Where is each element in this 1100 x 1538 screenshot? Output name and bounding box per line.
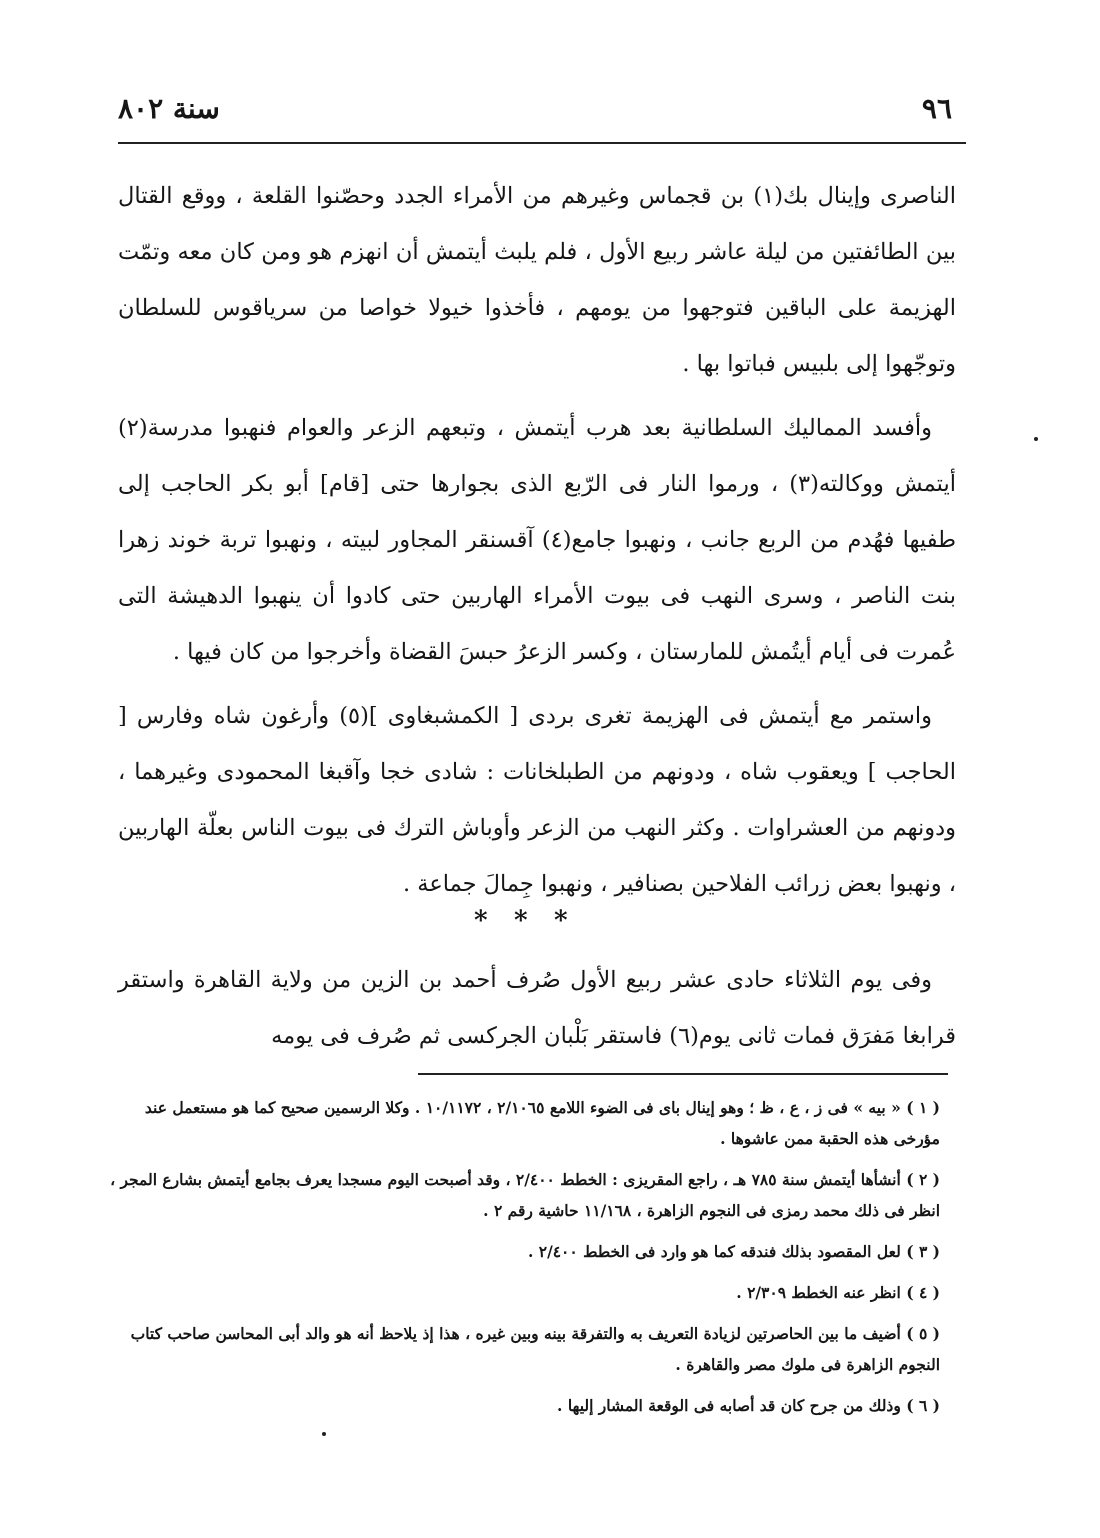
footnotes [108, 1092, 940, 1431]
page-header [0, 92, 1100, 132]
footnote: ( ٤ ) انظر عنه الخطط ٢/٣٠٩ . [736, 1283, 940, 1302]
header-rule [118, 142, 966, 144]
footnote: ( ٣ ) لعل المقصود بذلك فندقه كما هو وارد فى الخطط ٢/٤٠٠ . [527, 1242, 940, 1261]
running-head-year: سنة ٨٠٢ [118, 92, 220, 125]
section-separator [0, 906, 1100, 946]
separator-star: * [514, 906, 528, 936]
page-number: ٩٦ [921, 92, 952, 125]
main-text-continued [118, 952, 956, 1064]
footnote-rule [418, 1073, 948, 1075]
scan-speck [1034, 437, 1038, 441]
main-text [118, 168, 956, 912]
separator-star: * [474, 906, 488, 936]
footnote: ( ٥ ) أضيف ما بين الحاصرتين لزيادة التعريف به والتفرقة بينه وبين غيره ، هذا إذ يلاحظ أنه هو والد أبى المحاسن صاحب كتاب النجوم الزاهرة فى ملوك مصر والقاهرة . [130, 1324, 940, 1374]
paragraph: وأفسد المماليك السلطانية بعد هرب أيتمش ، وتبعهم الزعر والعوام فنهبوا مدرسة(٢) أيتمش ووكالته(٣) ، ورموا النار فى الرّبع الذى بجوارها حتى [قام] أبو بكر الحاجب إلى طفيها فهُدم من الربع جانب ، ونهبوا جامع(٤) آقسنقر المجاور لبيته ، ونهبوا تربة خوند زهرا بنت الناصر ، وسرى النهب فى بيوت الأمراء الهاربين حتى كادوا أن ينهبوا الدهيشة التى عُمرت فى أيام أيتُمش للمارستان ، وكسر الزعرُ حبسَ القضاة وأخرجوا من كان فيها . [118, 415, 956, 665]
paragraph: واستمر مع أيتمش فى الهزيمة تغرى بردى [ الكمشبغاوى ](٥) وأرغون شاه وفارس [ الحاجب ] ويعقوب شاه ، ودونهم من الطبلخانات : شادى خجا وآقبغا المحمودى وغيرهما ، ودونهم من العشراوات . وكثر النهب من الزعر وأوباش الترك فى بيوت الناس بعلّة الهاربين ، ونهبوا بعض زرائب الفلاحين بصنافير ، ونهبوا جِمالَ جماعة . [118, 703, 956, 897]
paragraph: الناصرى وإينال بك(١) بن قجماس وغيرهم من الأمراء الجدد وحصّنوا القلعة ، ووقع القتال بين الطائفتين من ليلة عاشر ربيع الأول ، فلم يلبث أيتمش أن انهزم هو ومن كان معه وتمّت الهزيمة على الباقين فتوجهوا من يومهم ، فأخذوا خيولا خواصا من سرياقوس للسلطان وتوجّهوا إلى بلبيس فباتوا بها . [118, 183, 957, 377]
scan-speck [322, 1432, 326, 1436]
separator-star: * [554, 906, 568, 936]
footnote: ( ٢ ) أنشأها أيتمش سنة ٧٨٥ هـ ، راجع المقريزى : الخطط ٢/٤٠٠ ، وقد أصبحت اليوم مسجدا يعرف بجامع أيتمش بشارع المجر ، انظر فى ذلك محمد رمزى فى النجوم الزاهرة ، ١١/١٦٨ حاشية رقم ٢ . [110, 1170, 940, 1220]
footnote: ( ١ ) « بيه » فى ز ، ع ، ظ ؛ وهو إينال باى فى الضوء اللامع ٢/١٠٦٥ ، ١٠/١١٧٢ . وكلا الرسمين صحيح كما هو مستعمل عند مؤرخى هذه الحقبة ممن عاشوها . [144, 1098, 940, 1148]
footnote: ( ٦ ) وذلك من جرح كان قد أصابه فى الوقعة المشار إليها . [557, 1396, 940, 1415]
paragraph: وفى يوم الثلاثاء حادى عشر ربيع الأول صُرف أحمد بن الزين من ولاية القاهرة واستقر قرابغا مَفرَق فمات ثانى يوم(٦) فاستقر بَلْبان الجركسى ثم صُرف فى يومه [118, 967, 956, 1049]
